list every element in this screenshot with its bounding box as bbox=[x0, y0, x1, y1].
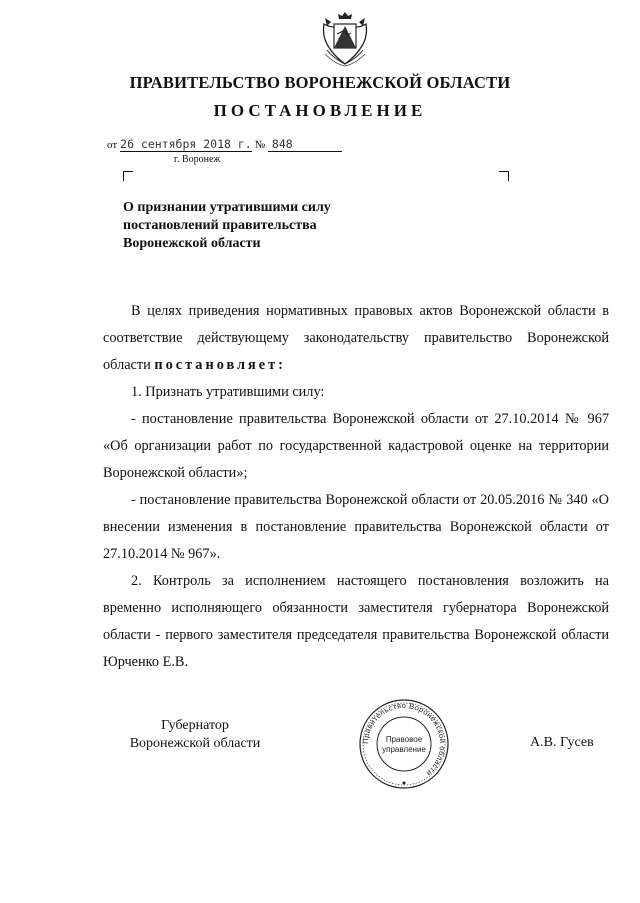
stamp-center-line1: Правовое bbox=[385, 735, 423, 744]
coat-of-arms-icon bbox=[321, 10, 369, 68]
item-1-b: - постановление правительства Воронежской области от 20.05.2016 № 340 «О внесении изменения в постановление правительства Воронежской области от 27.10.2014 № 967». bbox=[103, 492, 609, 562]
decree-word: постановляет: bbox=[154, 357, 286, 373]
official-stamp bbox=[358, 698, 450, 790]
item-1-a: - постановление правительства Воронежской области от 27.10.2014 № 967 «Об организации работ по государственной кадастровой оценке на территории Воронежской области»; bbox=[103, 411, 609, 481]
corner-mark-right bbox=[499, 171, 509, 181]
from-label: от bbox=[107, 139, 118, 151]
stamp-center-line2: управление bbox=[382, 745, 426, 754]
signatory-title bbox=[120, 717, 270, 753]
signatory-title-line: Губернатор bbox=[161, 718, 229, 733]
item-2: 2. Контроль за исполнением настоящего постановления возложить на временно исполняющего обязанности заместителя губернатора Воронежской области - первого заместителя председателя правительства Воронежской области Юрченко Е.В. bbox=[103, 573, 609, 670]
preamble-paragraph bbox=[103, 298, 609, 379]
signatory-name: А.В. Гусев bbox=[530, 735, 594, 750]
date-number-line bbox=[107, 137, 342, 152]
number-label: № bbox=[254, 139, 266, 151]
item-1: 1. Признать утратившими силу: bbox=[131, 384, 325, 400]
stamp-ring-text: Правительство Воронежской области bbox=[360, 700, 448, 779]
number-value: 848 bbox=[268, 137, 342, 152]
signatory-title-line: Воронежской области bbox=[129, 736, 261, 751]
document-subject bbox=[123, 199, 383, 253]
subject-line: О признании утратившими силу bbox=[123, 200, 331, 215]
corner-mark-left bbox=[123, 171, 133, 181]
city: г. Воронеж bbox=[174, 154, 221, 165]
organization-title: ПРАВИТЕЛЬСТВО ВОРОНЕЖСКОЙ ОБЛАСТИ bbox=[129, 73, 511, 92]
subject-line: постановлений правительства bbox=[123, 218, 317, 233]
date-value: 26 сентября 2018 г. bbox=[120, 137, 252, 151]
document-type: ПОСТАНОВЛЕНИЕ bbox=[213, 101, 427, 120]
subject-line: Воронежской области bbox=[123, 236, 261, 251]
preamble-text: В целях приведения нормативных правовых актов Воронежской области в соответствие действующему законодательству правительство Воронежской области bbox=[103, 303, 609, 373]
document-body bbox=[103, 298, 609, 676]
